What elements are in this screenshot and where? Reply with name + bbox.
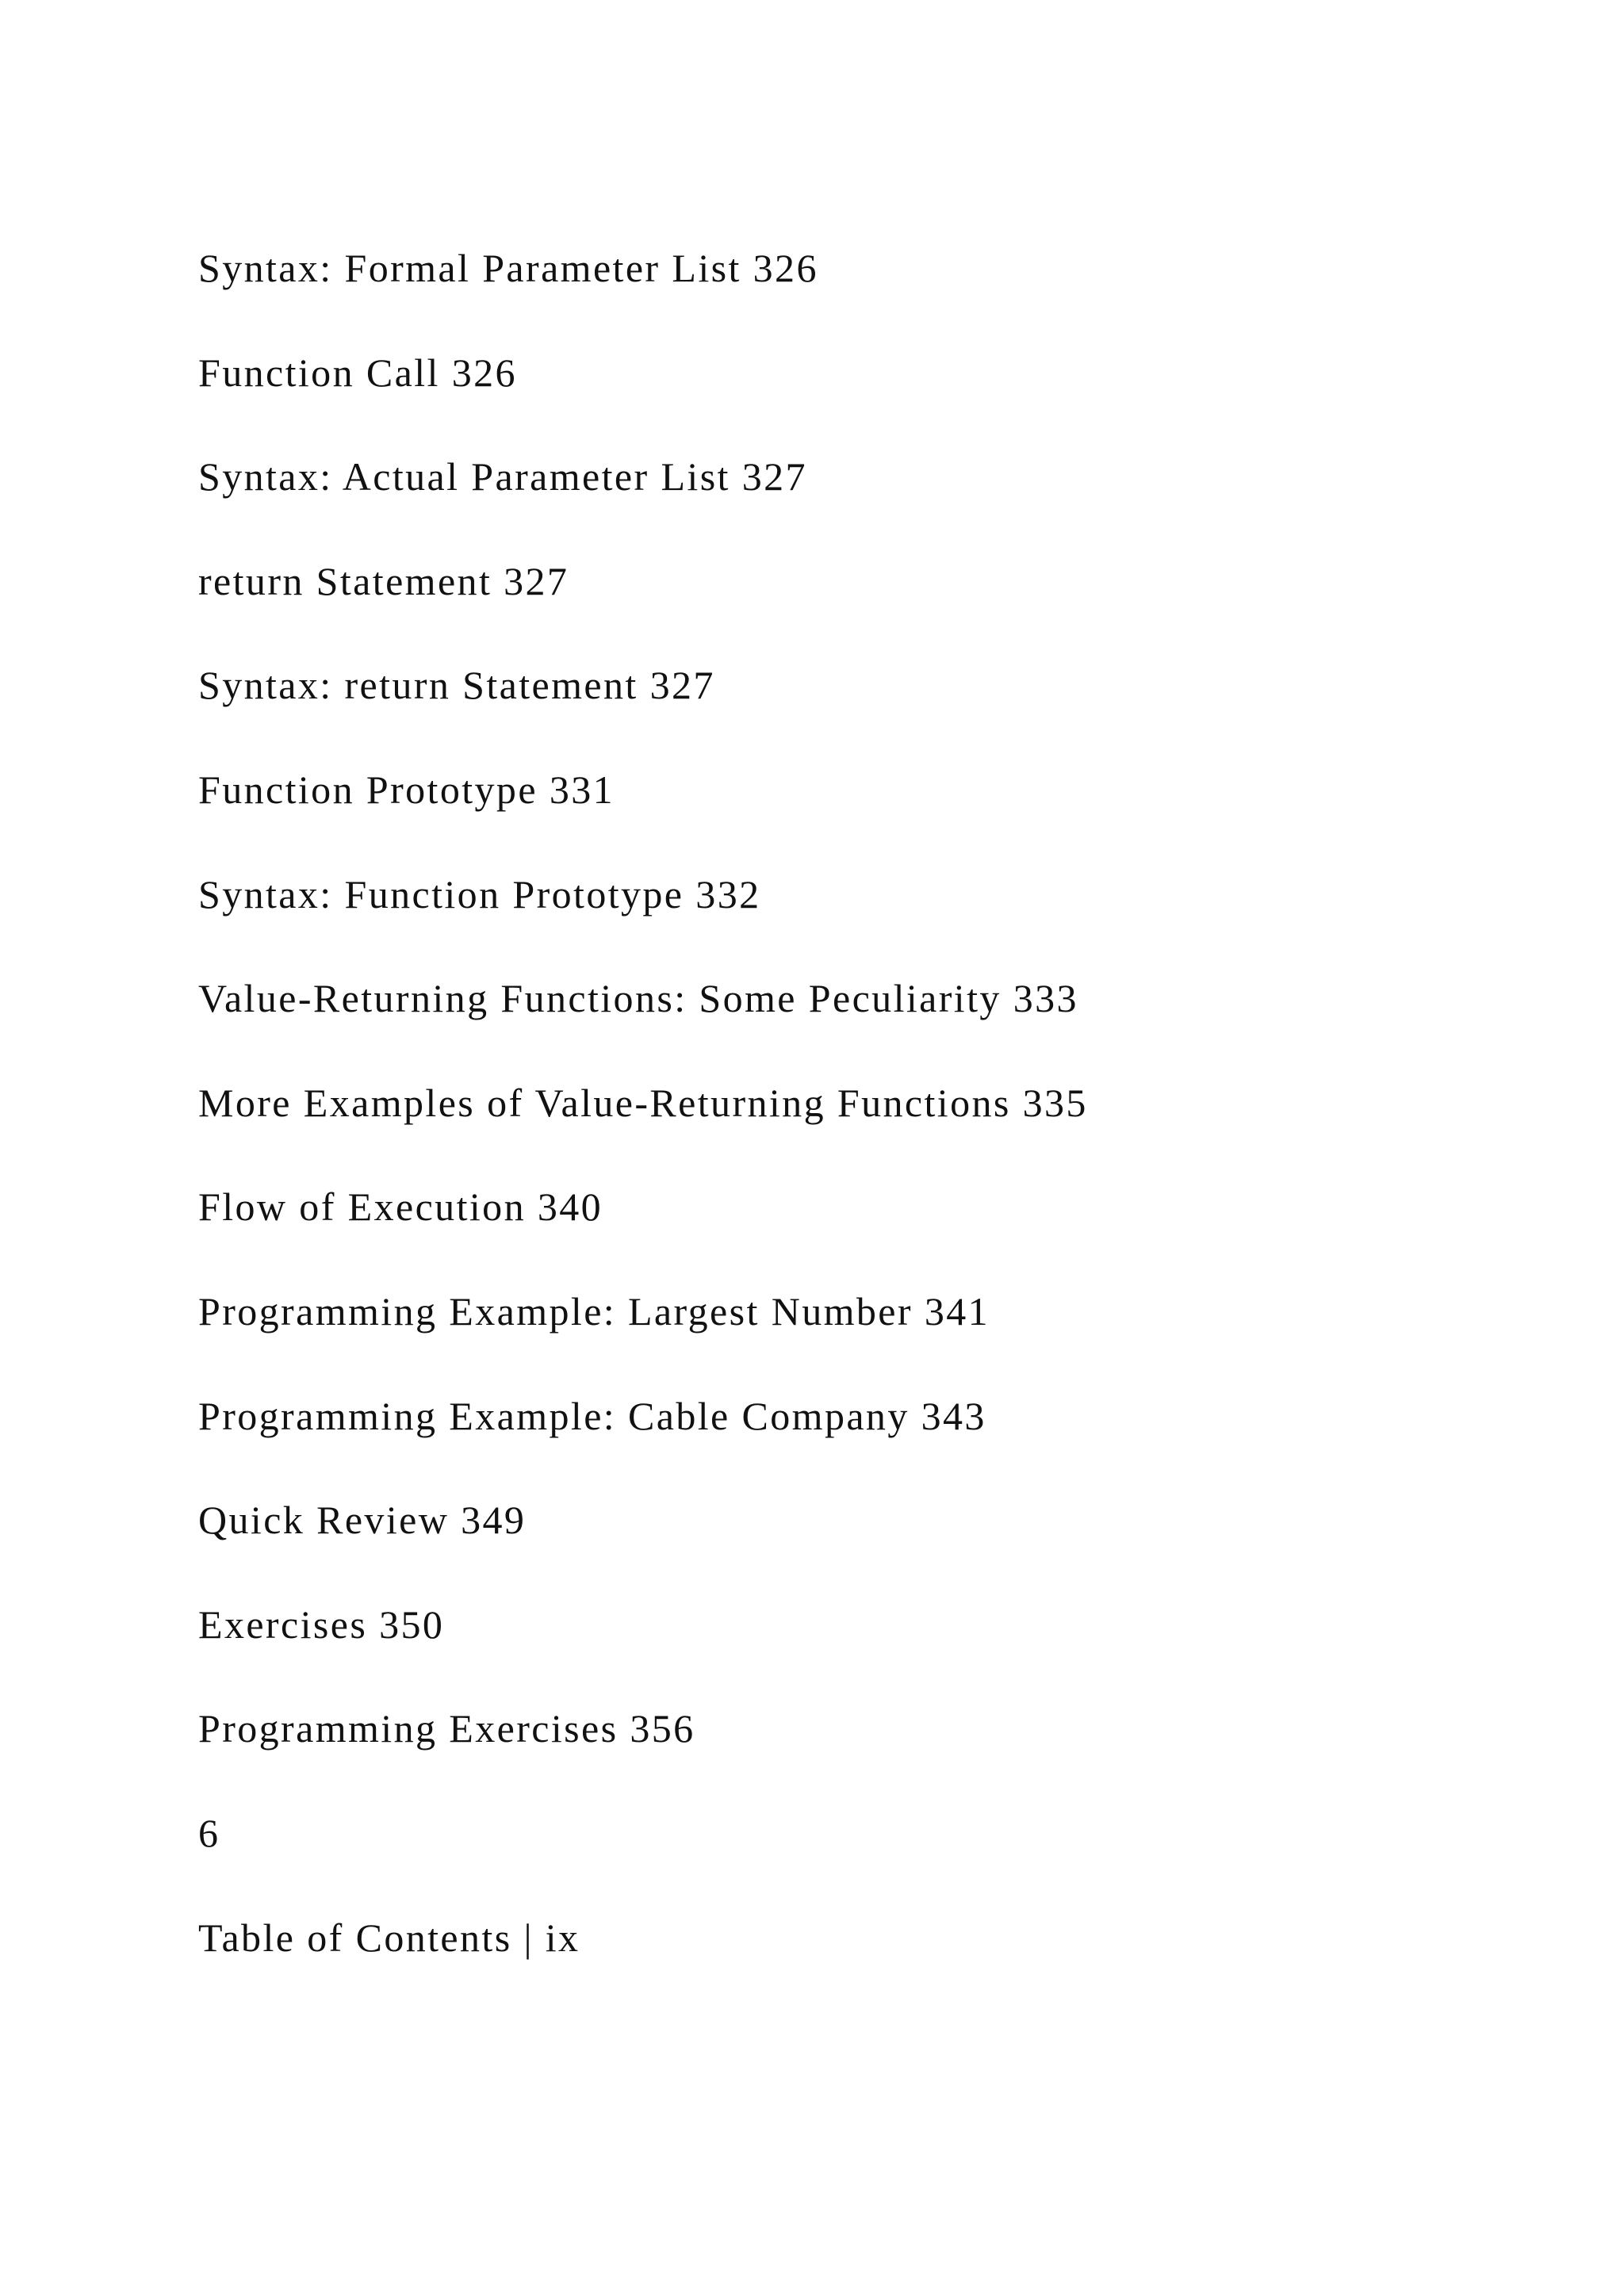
toc-entry-programming-exercises: Programming Exercises 356 <box>198 1706 695 1751</box>
chapter-number: 6 <box>198 1810 220 1855</box>
toc-entry-return-statement: return Statement 327 <box>198 558 569 603</box>
toc-entry-quick-review: Quick Review 349 <box>198 1498 527 1543</box>
toc-entry-flow-of-execution: Flow of Execution 340 <box>198 1184 603 1230</box>
toc-entry-syntax-function-prototype: Syntax: Function Prototype 332 <box>198 871 761 916</box>
toc-entry-formal-parameter-list: Syntax: Formal Parameter List 326 <box>198 246 818 290</box>
page-footer: Table of Contents | ix <box>198 1915 580 1960</box>
toc-entry-function-prototype: Function Prototype 331 <box>198 767 615 812</box>
toc-entry-largest-number: Programming Example: Largest Number 341 <box>198 1288 990 1334</box>
toc-entry-exercises: Exercises 350 <box>198 1601 445 1647</box>
toc-entry-more-examples: More Examples of Value-Returning Functions 335 <box>198 1080 1088 1125</box>
toc-entry-cable-company: Programming Example: Cable Company 343 <box>198 1393 986 1438</box>
toc-entry-value-returning-peculiarity: Value-Returning Functions: Some Peculiarity 333 <box>198 976 1078 1021</box>
table-of-contents-list <box>198 244 1546 2018</box>
toc-entry-syntax-return-statement: Syntax: return Statement 327 <box>198 663 715 708</box>
toc-entry-function-call: Function Call 326 <box>198 350 517 395</box>
toc-entry-actual-parameter-list: Syntax: Actual Parameter List 327 <box>198 454 807 499</box>
